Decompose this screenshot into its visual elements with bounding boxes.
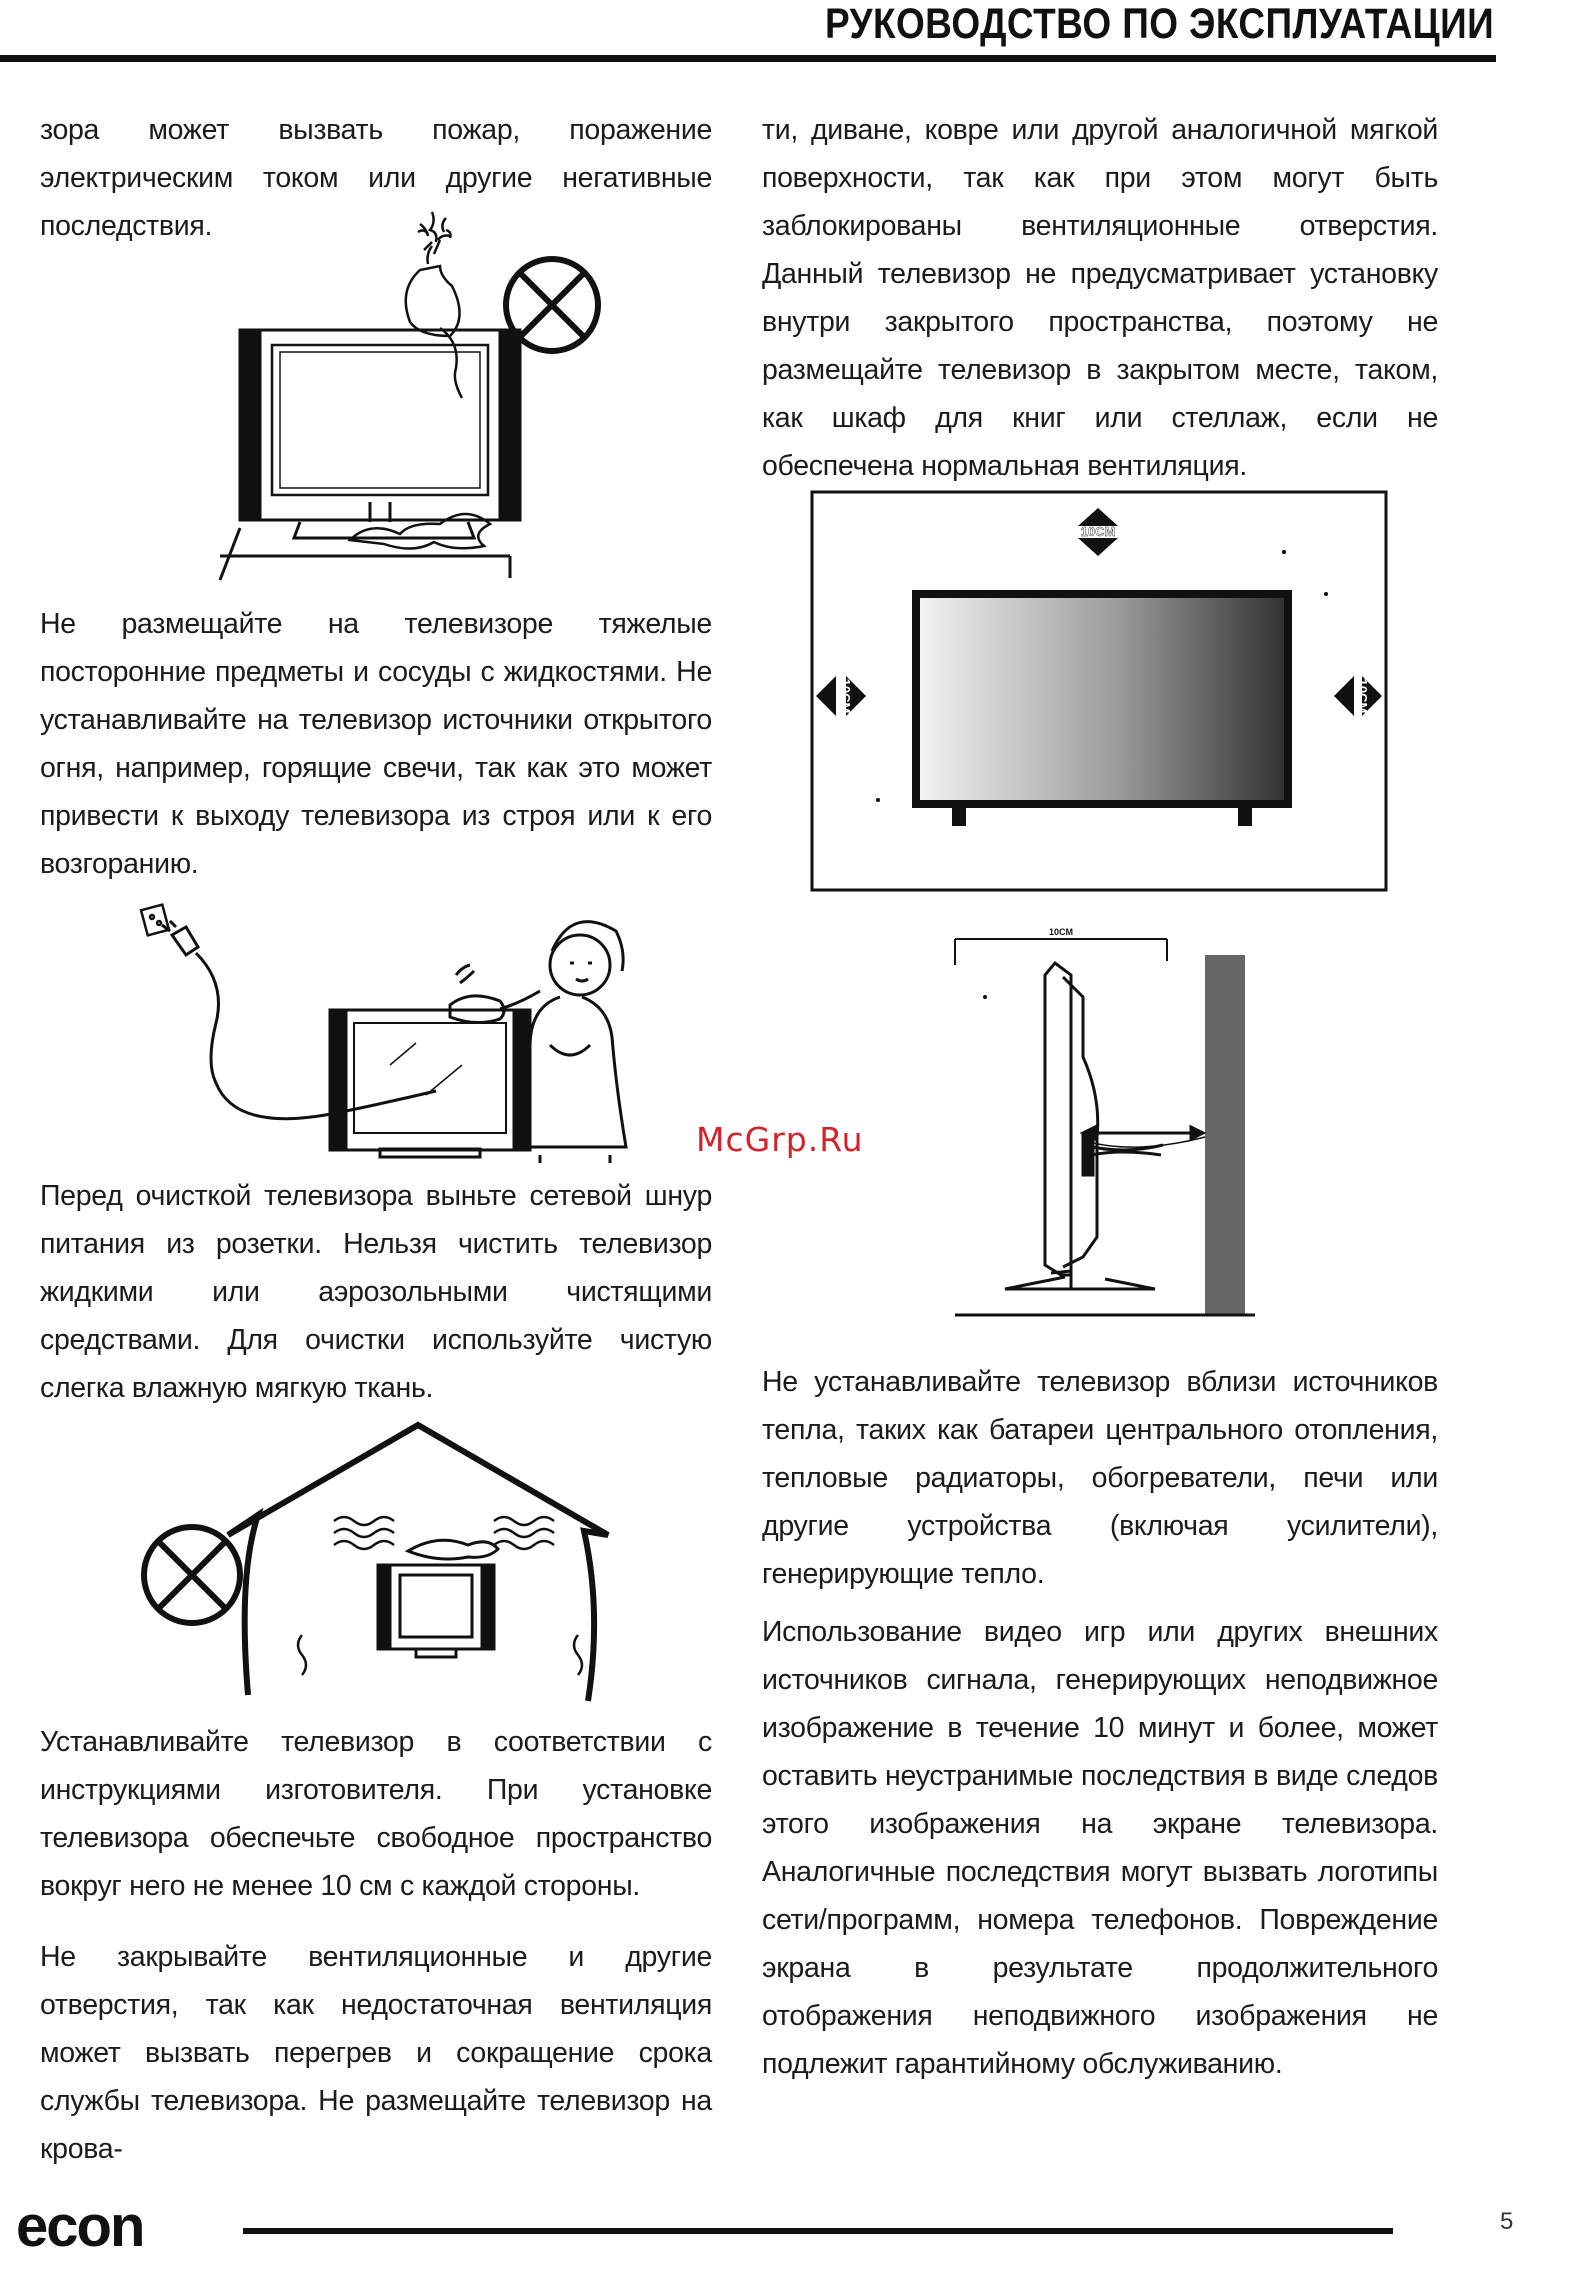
econ-logo [16,2198,206,2258]
side-clearance-label: 10CM [1048,927,1074,937]
clearance-side-diagram [955,925,1275,1335]
person-cleaning-icon [450,922,626,1163]
wall-socket-icon [141,905,169,936]
watermark-text: McGrp.Ru [696,1120,864,1159]
vase-on-tv-illustration [220,210,620,580]
prohibition-icon [144,1527,240,1623]
left-paragraph-3: Перед очисткой телевизора выньте сетевой шнур питания из розетки. Нельзя чистить телевизор жидкими или аэрозольными чистящими средствами. Для очистки используйте чистую слегка влажную мягкую ткань. [40,1180,712,1404]
house-outline [228,1425,608,1701]
footer-divider [243,2228,1393,2234]
left-paragraph-1: зора может вызвать пожар, поражение электрическим током или другие негативные последствия. [40,114,712,242]
left-paragraph-5: Не закрывайте вентиляционные и другие отверстия, так как недостаточная вентиляция может вызвать перегрев и сокращение срока службы телевизора. Не размещайте телевизор на крова- [40,1941,712,2165]
clearance-front-diagram [810,490,1390,895]
tv-side-icon [1005,963,1205,1289]
flowers-icon [406,212,462,398]
left-paragraph-4: Устанавливайте телевизор в соответствии с инструкциями изготовителя. При установке телевизора обеспечьте свободное пространство вокруг него не менее 10 см с каждой стороны. [40,1726,712,1902]
table-surface [220,528,510,580]
side-clearance-dimension [955,927,1167,965]
left-paragraph-2: Не размещайте на телевизоре тяжелые посторонние предметы и сосуды с жидкостями. Не устанавливайте на телевизор источники открытого огня, например, горящие свечи, так как это может привести к выходу телевизора из строя или к его возгоранию. [40,608,712,880]
cleaning-illustration [140,905,660,1165]
tv-front-icon [912,590,1292,826]
page-header-title: РУКОВОДСТВО ПО ЭКСПЛУАТАЦИИ [824,0,1494,48]
tv-icon [330,1010,530,1157]
top-clearance-label: 10CM [1080,524,1116,539]
right-clearance-label: 10CM [1355,678,1370,714]
power-plug-icon [162,921,436,1119]
right-paragraph-3: Использование видео игр или других внешних источников сигнала, генерирующих неподвижное изображение в течение 10 минут и более, может оставить неустранимые последствия в виде следов этого изображения на экране телевизора. Аналогичные последствия могут вызвать логотипы сети/программ, номера телефонов. Повреждение экрана в результате продолжительного отображения неподвижного изображения не подлежит гарантийному обслуживанию. [762,1616,1438,2080]
left-clearance-label: 10CM [838,678,853,714]
house-tv-illustration [138,1425,638,1705]
header-divider [0,55,1496,62]
tv-icon [378,1540,498,1657]
tv-icon [240,330,520,538]
econ-logo-text: econ [16,2198,144,2258]
right-paragraph-1: ти, диване, ковре или другой аналогичной мягкой поверхности, так как при этом могут быть заблокированы вентиляционные отверстия. Данный телевизор не предусматривает установку внутри закрытого пространства, поэтому не размещайте телевизор в закрытом месте, таком, как шкаф для книг или стеллаж, если не обеспечена нормальная вентиляция. [762,114,1438,482]
right-paragraph-2: Не устанавливайте телевизор вблизи источников тепла, таких как батареи центрального отопления, тепловые радиаторы, обогреватели, печи или другие устройства (включая усилители), генерирующие тепло. [762,1366,1438,1590]
wall [1205,955,1245,1315]
page-number: 5 [1500,2208,1514,2235]
